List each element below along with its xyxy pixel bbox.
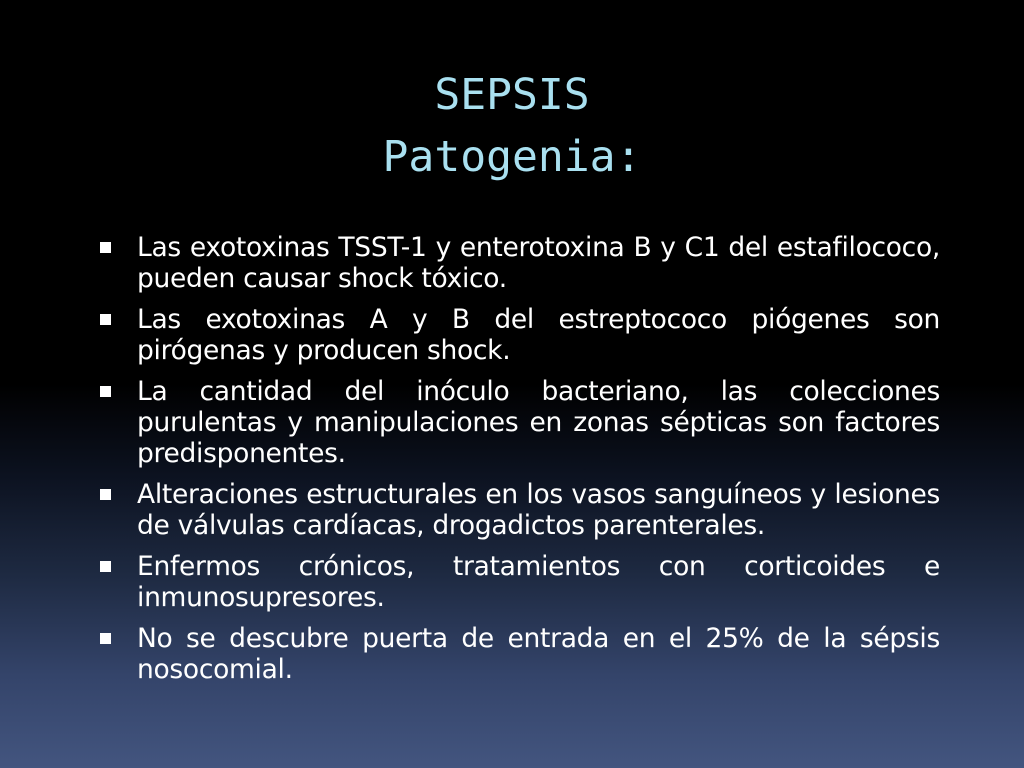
slide-title [0,64,1024,188]
bullet-text: Alteraciones estructurales en los vasos sanguíneos y lesiones de válvulas cardíacas, drogadictos parenterales. [137,479,940,541]
title-line-2: Patogenia: [382,132,642,182]
bullet-item [98,623,940,685]
bullet-item [98,376,940,469]
square-bullet-icon [100,242,111,253]
bullet-item [98,304,940,366]
square-bullet-icon [100,633,111,644]
bullet-text: No se descubre puerta de entrada en el 25% de la sépsis nosocomial. [137,623,940,685]
square-bullet-icon [100,314,111,325]
bullet-item [98,479,940,541]
square-bullet-icon [100,561,111,572]
bullet-text: La cantidad del inóculo bacteriano, las colecciones purulentas y manipulaciones en zonas sépticas son factores predisponentes. [137,376,940,469]
square-bullet-icon [100,386,111,397]
bullet-list [98,232,940,695]
bullet-item [98,232,940,294]
bullet-text: Las exotoxinas A y B del estreptococo piógenes son pirógenas y producen shock. [137,304,940,366]
title-line-1: SEPSIS [434,70,590,120]
square-bullet-icon [100,489,111,500]
bullet-item [98,551,940,613]
bullet-text: Enfermos crónicos, tratamientos con corticoides e inmunosupresores. [137,551,940,613]
bullet-text: Las exotoxinas TSST-1 y enterotoxina B y C1 del estafilococo, pueden causar shock tóxico. [137,232,940,294]
